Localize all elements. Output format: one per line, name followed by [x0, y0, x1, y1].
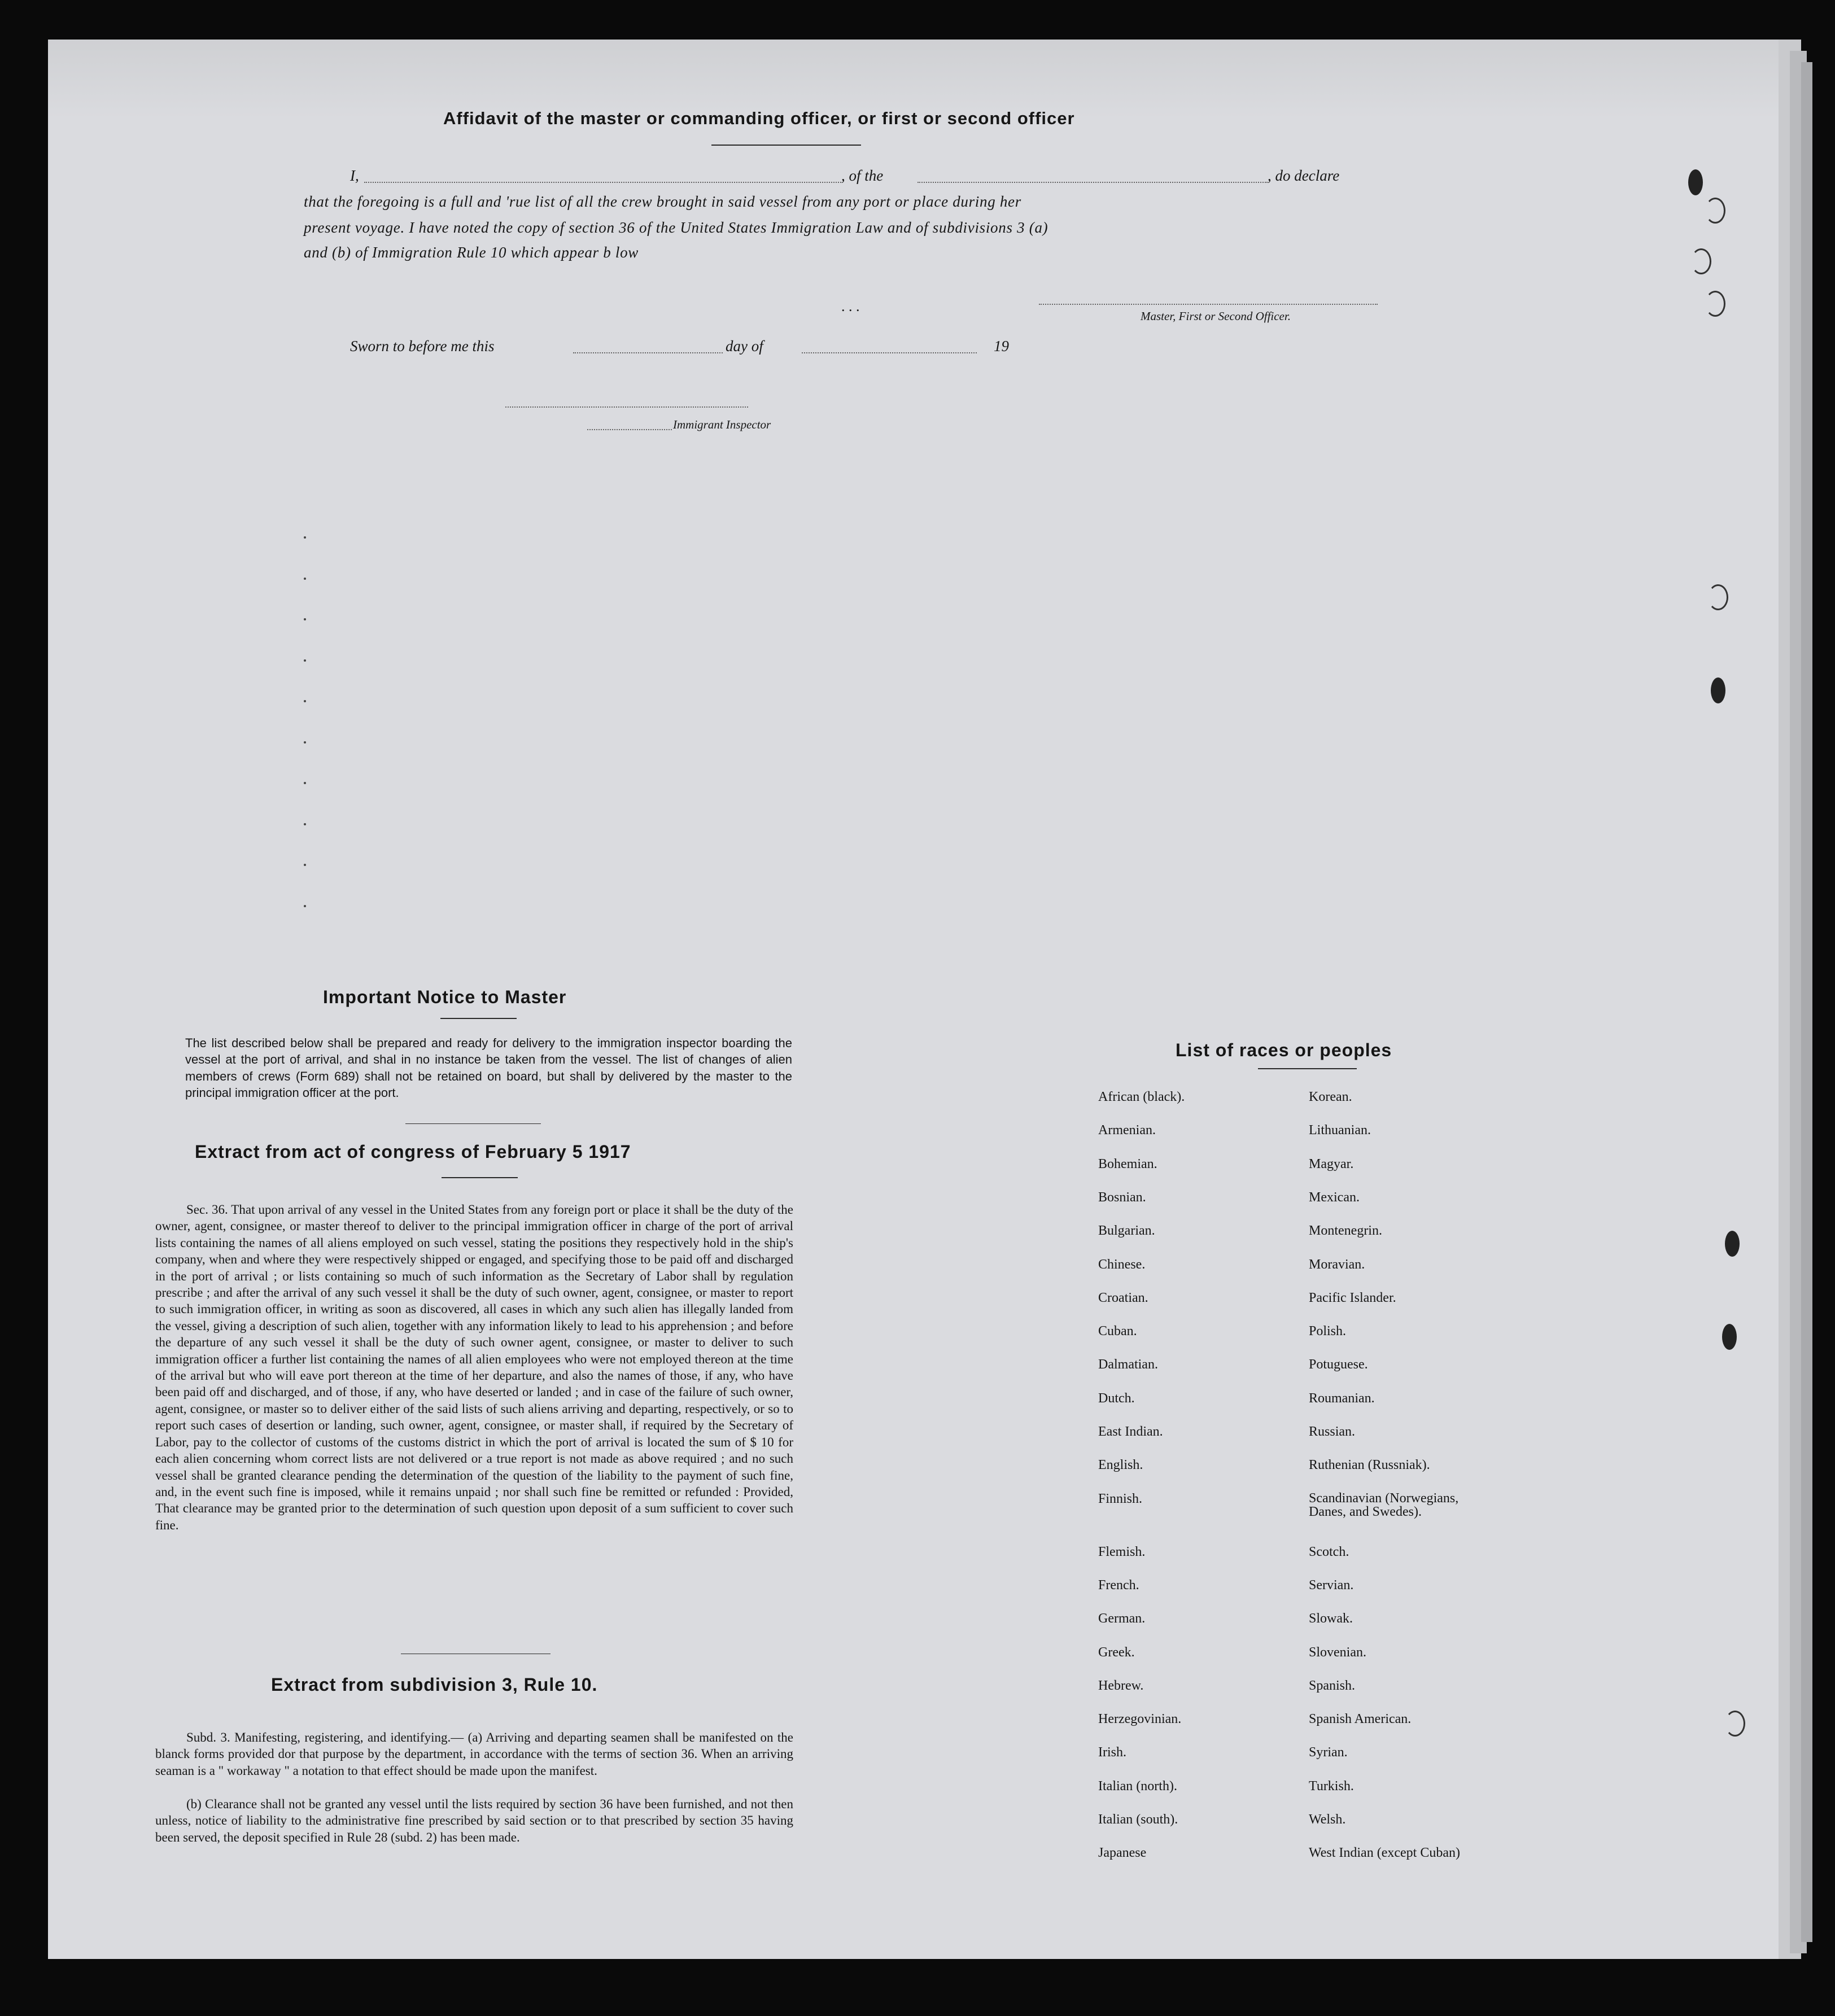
- notice-divider: [405, 1123, 541, 1124]
- punch-hole-icon: [1711, 677, 1725, 703]
- race-item-left: English.: [1098, 1458, 1143, 1473]
- extract-rule-title: Extract from subdivision 3, Rule 10.: [271, 1674, 598, 1695]
- race-item-left: Flemish.: [1098, 1544, 1146, 1559]
- notice-title: Important Notice to Master: [323, 987, 567, 1007]
- margin-dot: [304, 782, 306, 784]
- race-item-left: Herzegovinian.: [1098, 1712, 1182, 1727]
- race-item-left: French.: [1098, 1577, 1139, 1593]
- affidavit-title: Affidavit of the master or commanding officer, or first or second officer: [443, 108, 1075, 128]
- inspector-label: Immigrant Inspector: [673, 418, 771, 431]
- race-item-left: Italian (north).: [1098, 1778, 1177, 1794]
- inspector-signature-field[interactable]: [587, 429, 672, 430]
- affidavit-line1-declare: , do declare: [1268, 167, 1340, 184]
- race-item-left: Finnish.: [1098, 1491, 1143, 1506]
- title-underline: [711, 145, 861, 146]
- race-item-left: Croatian.: [1098, 1290, 1148, 1305]
- race-item-left: Irish.: [1098, 1745, 1126, 1760]
- race-item-right: Servian.: [1309, 1577, 1354, 1593]
- affidavit-line1-i: I,: [350, 167, 359, 184]
- race-item-right: Magyar.: [1309, 1156, 1354, 1171]
- punch-hole-icon: [1725, 1711, 1745, 1737]
- race-item-left: African (black).: [1098, 1090, 1185, 1104]
- race-item-right: Scandinavian (Norwegians, Danes, and Swedes).: [1309, 1490, 1459, 1519]
- races-underline: [1258, 1068, 1357, 1069]
- inspector-line-top: [505, 406, 748, 408]
- officer-signature-label: Master, First or Second Officer.: [1141, 309, 1291, 323]
- race-item-right: Montenegrin.: [1309, 1223, 1382, 1239]
- race-item-right: Polish.: [1309, 1324, 1347, 1339]
- sworn-day-field[interactable]: [573, 352, 723, 353]
- punch-hole-icon: [1691, 248, 1711, 274]
- punch-hole-icon: [1688, 169, 1703, 195]
- vessel-blank-field[interactable]: [918, 182, 1268, 183]
- race-item-left: East Indian.: [1098, 1424, 1163, 1439]
- notice-underline: [440, 1018, 517, 1019]
- race-item-right: Welsh.: [1309, 1812, 1346, 1827]
- race-item-right: Turkish.: [1309, 1778, 1354, 1794]
- race-item-right: Slovenian.: [1309, 1645, 1366, 1660]
- sworn-month-field[interactable]: [802, 352, 977, 353]
- race-item-left: Chinese.: [1098, 1257, 1146, 1272]
- page-edge: [1801, 62, 1812, 1942]
- race-item-right: Slowak.: [1309, 1611, 1353, 1626]
- races-title: List of races or peoples: [1176, 1040, 1392, 1060]
- race-item-right: Korean.: [1309, 1090, 1352, 1104]
- race-item-right: Pacific Islander.: [1309, 1290, 1396, 1305]
- margin-dot: [304, 823, 306, 825]
- margin-dot: [304, 905, 306, 907]
- punch-hole-icon: [1705, 291, 1725, 317]
- margin-dot: [304, 741, 306, 744]
- name-blank-field[interactable]: [364, 182, 841, 183]
- punch-hole-icon: [1705, 198, 1725, 224]
- race-item-left: Greek.: [1098, 1645, 1135, 1660]
- punch-hole-icon: [1708, 584, 1728, 610]
- race-item-right: West Indian (except Cuban): [1309, 1846, 1460, 1861]
- race-item-left: Bulgarian.: [1098, 1223, 1155, 1239]
- race-item-right: Moravian.: [1309, 1257, 1365, 1272]
- race-item-right: Lithuanian.: [1309, 1123, 1371, 1138]
- race-item-left: Dutch.: [1098, 1390, 1135, 1406]
- race-item-left: Armenian.: [1098, 1123, 1156, 1138]
- margin-dot: [304, 659, 306, 662]
- race-item-right: Syrian.: [1309, 1745, 1348, 1760]
- extract-act-body: Sec. 36. That upon arrival of any vessel in the United States from any foreign port or place it shall be the duty of the owner, agent, consignee, or master thereof to deliver to the principal immigration officer in charge of the port of arrival lists containing the names of all aliens employed on such vessel, stating the positions they respectively hold in the ship's company, when and where they were respectively shipped or engaged, and specifying those to be paid off and discharged in the port of arrival ; or lists containing so much of such information as the Secretary of Labor shall by regulation prescribe ; and after the arrival of any such vessel it shall be the duty of such owner, agent, consignee, or master to report to such immigration officer, in writing as soon as discovered, all cases in which any such alien has illegally landed from the vessel, giving a description of such alien, together with any information likely to lead to his apprehension ; and before the departure of any such vessel it shall be the duty of such owner agent, consignee, or master to deliver to such immigration officer a further list containing the names of all alien employees who were not employed thereon at the time of the arrival but who will eave port thereon at the time of her departure, and also the names of those, if any, who have been paid off and discharged, and of those, if any, who have deserted or landed ; and in case of the failure of such owner, agent, consignee, or master so to deliver either of the said lists of such aliens arriving and departing, respectively, or so to report such cases of desertion or landing, such owner, agent, consignee, or master shall, if required by the Secretary of Labor, pay to the collector of customs of the customs district in which the port of arrival is located the sum of $ 10 for each alien concerning whom correct lists are not delivered or a true report is not made as above required ; and no such vessel shall be granted clearance pending the determination of the question of the liability to the payment of such fine, and, in the event such fine is imposed, while it remains unpaid ; nor shall such fine be remitted or refunded : Provided, That clearance may be granted prior to the determination of such question upon deposit of a sum sufficient to cover such fine.: [155, 1202, 793, 1532]
- race-item-left: Bohemian.: [1098, 1156, 1157, 1171]
- race-item-right: Spanish American.: [1309, 1712, 1412, 1727]
- race-item-right: Russian.: [1309, 1424, 1356, 1439]
- affidavit-line4: and (b) of Immigration Rule 10 which appear b low: [304, 244, 639, 261]
- margin-dot: [304, 536, 306, 539]
- punch-hole-icon: [1722, 1324, 1737, 1350]
- race-item-left: Italian (south).: [1098, 1812, 1178, 1827]
- affidavit-dots: . . .: [841, 298, 860, 314]
- race-item-left: Cuban.: [1098, 1324, 1137, 1339]
- extract-act-title: Extract from act of congress of February 5 1917: [195, 1142, 631, 1162]
- extract-rule-para-a: Subd. 3. Manifesting, registering, and identifying.— (a) Arriving and departing seamen shall be manifested on the blanck forms provided dor that purpose by the department, in accordance with the terms of section 36. When an arriving seaman is a " workaway " a notation to that effect should be made upon the manifest.: [155, 1730, 793, 1778]
- race-item-left: Hebrew.: [1098, 1678, 1144, 1693]
- race-item-right: Spanish.: [1309, 1678, 1356, 1693]
- punch-hole-icon: [1725, 1231, 1740, 1257]
- race-item-right: Scotch.: [1309, 1544, 1349, 1559]
- race-item-left: Dalmatian.: [1098, 1357, 1158, 1372]
- affidavit-line3: present voyage. I have noted the copy of section 36 of the United States Immigration Law and of subdivisions 3 (a): [304, 219, 1048, 236]
- margin-dot: [304, 618, 306, 620]
- affidavit-line1-of-the: , of the: [841, 167, 884, 184]
- officer-signature-field[interactable]: [1039, 304, 1378, 305]
- race-item-left: German.: [1098, 1611, 1146, 1626]
- affidavit-line2: that the foregoing is a full and 'rue list of all the crew brought in said vessel from any port or place during her: [304, 193, 1021, 210]
- page-top-shading: [48, 40, 1798, 119]
- race-item-right: Mexican.: [1309, 1190, 1360, 1205]
- margin-dot: [304, 700, 306, 702]
- margin-dot: [304, 578, 306, 580]
- sworn-label: Sworn to before me this: [350, 338, 495, 355]
- year-label: 19: [994, 338, 1009, 355]
- race-item-right: Ruthenian (Russniak).: [1309, 1458, 1430, 1473]
- extract-rule-para-b: (b) Clearance shall not be granted any vessel until the lists required by section 36 have been furnished, and not then unless, notice of liability to the administrative fine prescribed by said section or to that prescribed by section 35 having been served, the deposit specified in Rule 28 (subd. 2) has been made.: [155, 1797, 793, 1844]
- notice-body: The list described below shall be prepared and ready for delivery to the immigration inspector boarding the vessel at the port of arrival, and shal in no instance be taken from the vessel. The list of changes of alien members of crews (Form 689) shall not be retained on board, but shall by delivered by the master to the principal immigration officer at the port.: [185, 1036, 792, 1100]
- race-item-left: Japanese: [1098, 1846, 1147, 1861]
- race-item-left: Bosnian.: [1098, 1190, 1146, 1205]
- race-item-right: Roumanian.: [1309, 1390, 1375, 1406]
- margin-dot: [304, 864, 306, 866]
- race-item-right: Potuguese.: [1309, 1357, 1368, 1372]
- extract-act-underline: [442, 1177, 518, 1178]
- day-of-label: day of: [726, 338, 763, 355]
- form-page: [48, 40, 1798, 1959]
